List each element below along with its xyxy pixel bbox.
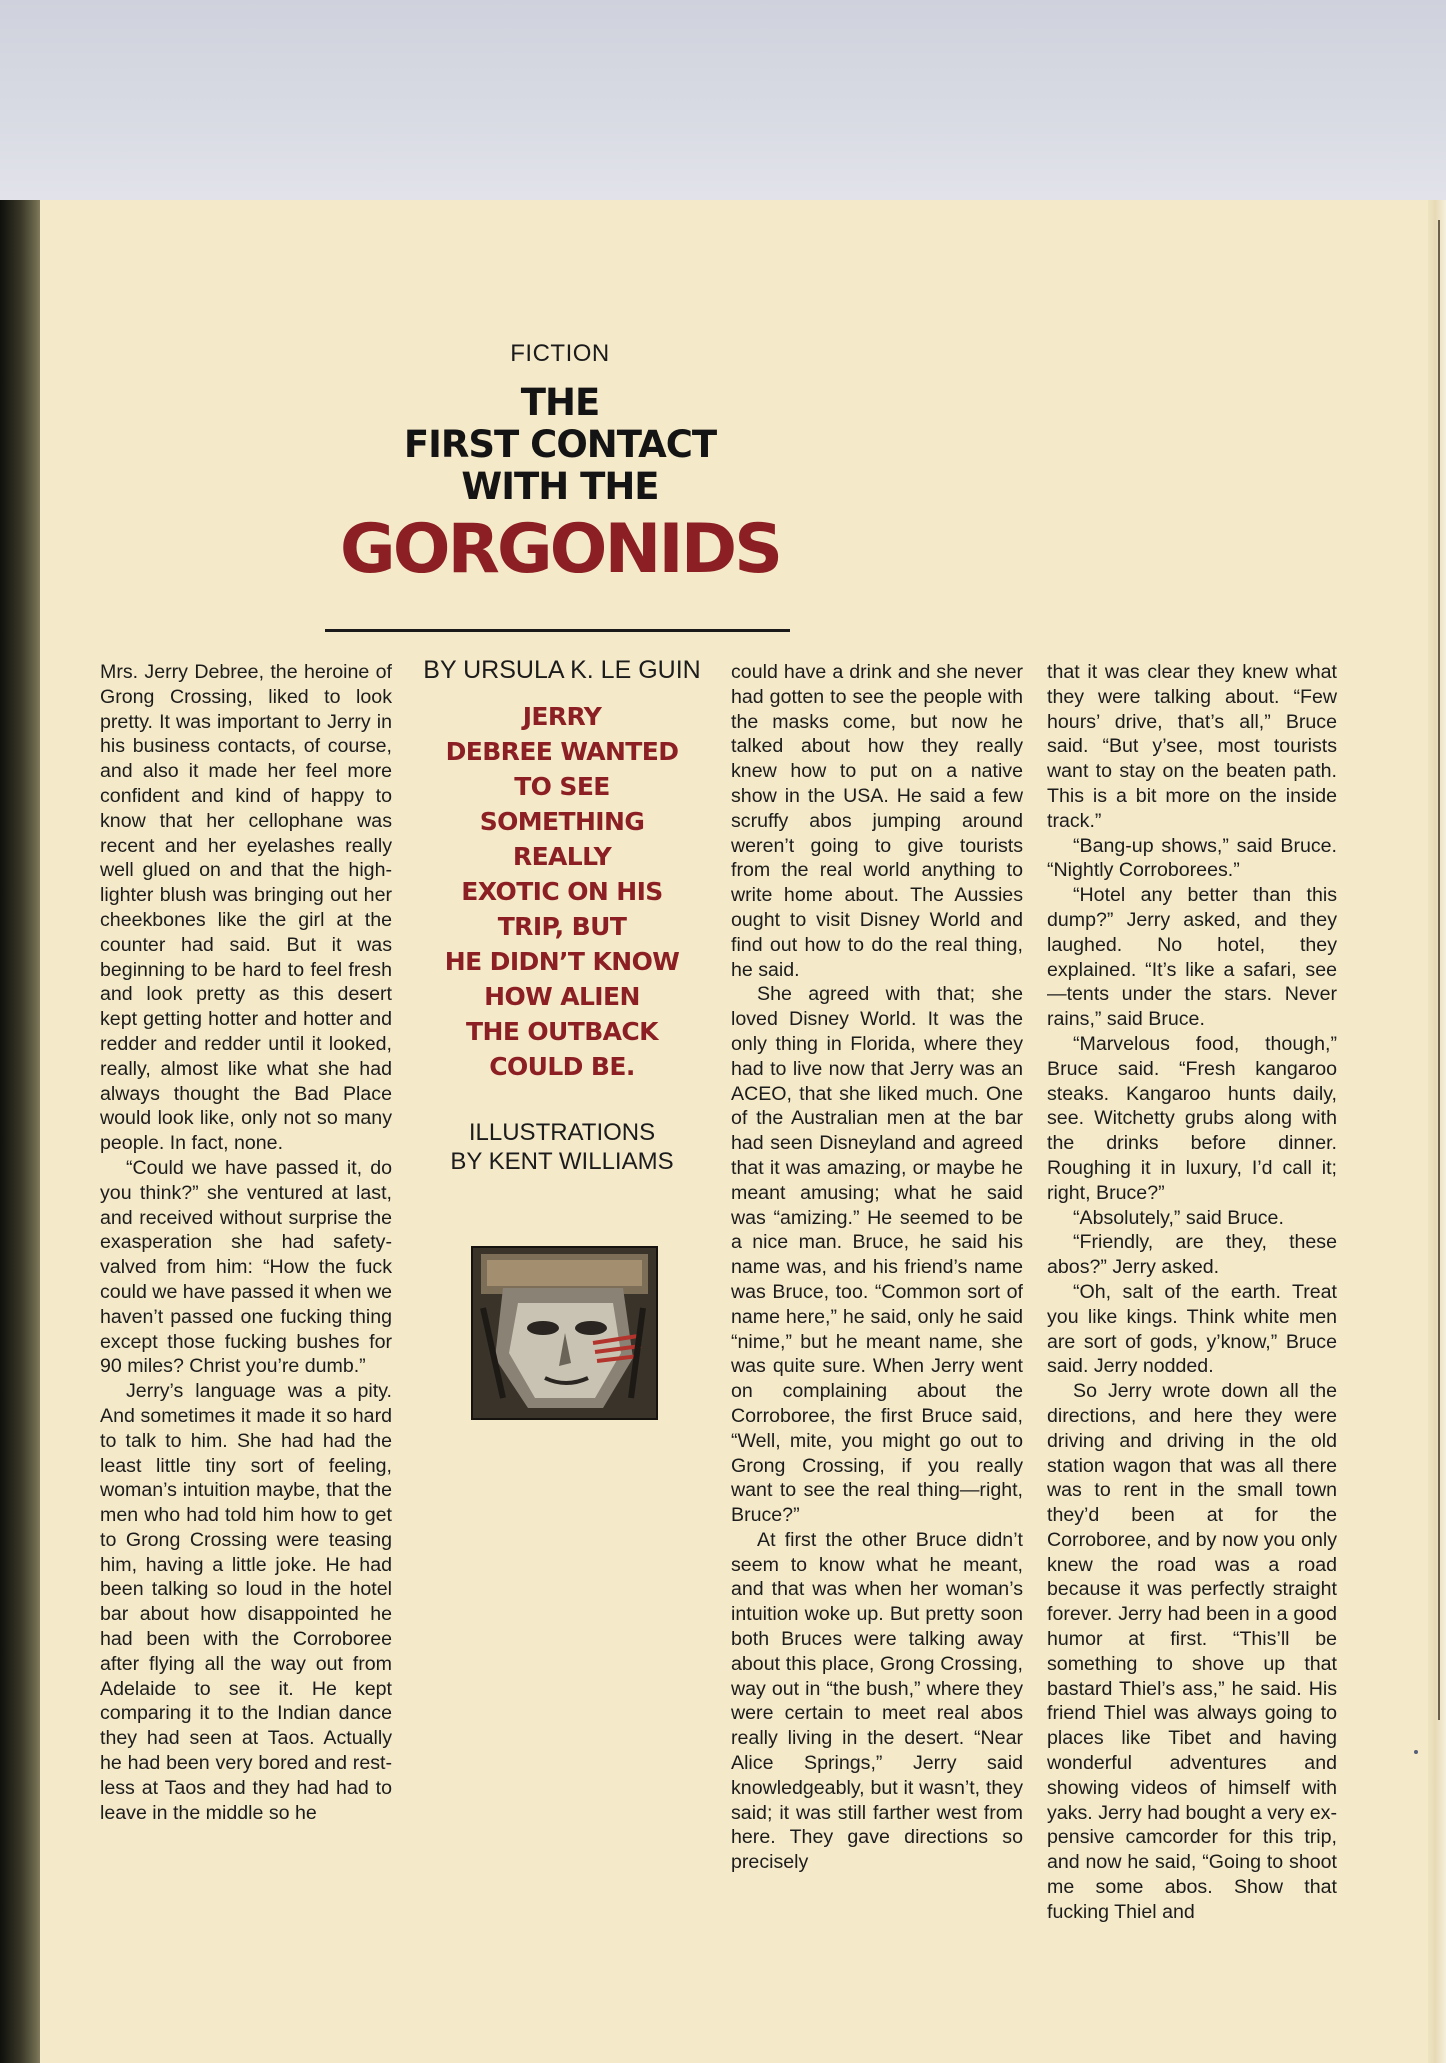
byline: BY URSULA K. LE GUIN [423,656,701,684]
paragraph: Mrs. Jerry Debree, the heroine of Grong Crossing, liked to look pretty. It was important to Jerry in his business contacts, of course, and also it made her feel more confident and kind of happy to know that her cellophane was recent and her eyelashes really well glued on and that the highlighter blush was bringing out her cheekbones like the girl at the counter had said. But it was beginning to be hard to feel fresh and look pretty as this desert kept getting hotter and hotter and redder and redder until it looked, really, almost like what she had always thought the Bad Place would look like, only not so many people. In fact, none. [100,661,392,1155]
page-edge [1428,200,1446,2063]
text-column-3 [731,660,1023,1875]
deck-line: JERRY [522,702,602,731]
illustration-credit [408,1118,716,1176]
deck-line: THE OUTBACK [466,1017,658,1046]
paragraph: “Friendly, are they, these abos?” Jerry asked. [1047,1231,1337,1279]
scan-background [0,0,1446,200]
title-line-2: FIRST CONTACT [403,423,717,466]
deck-line: COULD BE. [489,1052,635,1081]
paragraph: She agreed with that; she loved Disney World. It was the only thing in Florida, where they had to live now that Jerry was an ACEO, that she liked much. One of the Australian men at the bar had seen Disneyland and agreed that it was amazing, or maybe he meant amusing; what he said was “amizing.” He seemed to be a nice man. Bruce, he said his name was, and his friend’s name was Bruce, too. “Common sort of name here,” he said, only he said “nime,” but he meant name, she was quite sure. When Jerry went on complaining about the Corroboree, the first Bruce said, “Well, mite, you might go out to Grong Crossing, if you really want to see the real thing—right, Bruce?” [731,983,1023,1527]
paragraph: “Bang-up shows,” said Bruce. “Nightly Corroborees.” [1047,834,1337,882]
mask-face-illustration [471,1246,658,1420]
text-column-1 [100,660,392,1825]
byline-column [408,655,716,1176]
paragraph: At first the other Bruce didn’t seem to know what he meant, and that was when her woman’s intuition woke up. But pretty soon both Bruces were talking away about this place, Grong Crossing, way out in “the bush,” where they were certain to meet real abos really living in the desert. “Near Alice Springs,” Jerry said knowledgeably, but it wasn’t, they said; it was still farther west from here. They gave directions so precisely [731,1528,1023,1874]
scan-speck [1414,1750,1418,1754]
paragraph: “Hotel any better than this dump?” Jerry asked, and they laughed. No hotel, they explained. “It’s like a safari, see—tents under the stars. Never rains,” said Bruce. [1047,884,1337,1031]
illustration-credit-line: ILLUSTRATIONS [468,1119,656,1146]
title-line-1: THE [520,381,600,424]
page-edge-line [1438,220,1440,1720]
text-column-4 [1047,660,1337,1925]
deck [408,699,716,1084]
deck-line: TO SEE [514,772,610,801]
title-line-3: WITH THE [461,465,659,508]
paragraph: “Absolutely,” said Bruce. [1073,1206,1284,1229]
deck-line: SOMETHING [479,807,645,836]
deck-line: DEBREE WANTED [445,737,679,766]
title-rule [325,629,790,632]
paragraph: Jerry’s language was a pity. And sometimes it made it so hard to talk to him. She had had the least little tiny sort of feeling, woman’s intuition maybe, that the men who had told him how to get to Grong Crossing were teasing him, having a little joke. He had been talking so loud in the hotel bar about how disappointed he had been with the Corroboree after flying all the way out from Adelaide to see it. He kept comparing it to the Indian dance they had seen at Taos. Actually he had been very bored and restless at Taos and they had had to leave in the middle so he [100,1380,392,1824]
paragraph: So Jerry wrote down all the directions, and here they were driving and driving in the old station wagon that was all there was to rent in the small town they’d been at for the Corroboree, and by now you only knew the road was a road because it was perfectly straight forever. Jerry had been in a good humor at first. “This’ll be something to shove up that bastard Thiel’s ass,” he said. His friend Thiel was always going to places like Tibet and having wonderful adventures and showing videos of himself with yaks. Jerry had bought a very expensive camcorder for this trip, and now he said, “Going to shoot me some abos. Show that fucking Thiel and [1047,1380,1337,1923]
illustration-credit-line: BY KENT WILLIAMS [450,1148,674,1175]
deck-line: TRIP, BUT [497,912,627,941]
paragraph: “Oh, salt of the earth. Treat you like kings. Think white men are sort of gods, y’know,” Bruce said. Jerry nodded. [1047,1280,1337,1378]
deck-line: EXOTIC ON HIS [461,877,663,906]
paragraph: that it was clear they knew what they were talking about. “Few hours’ drive, that’s all,” Bruce said. “But y’see, most tourists want to stay on the beaten path. This is a bit more on the inside track.” [1047,661,1337,832]
article-header [300,340,820,588]
paragraph: could have a drink and she never had gotten to see the people with the masks come, but now he talked about how they really knew how to put on a native show in the USA. He said a few scruffy abos jumping around weren’t going to give tourists from the real world anything to write home about. The Aussies ought to visit Disney World and find out how to do the real thing, he said. [731,661,1023,981]
section-label: FICTION [510,340,610,367]
deck-line: HOW ALIEN [484,982,640,1011]
deck-line: REALLY [512,842,612,871]
title-main: GORGONIDS [339,510,781,589]
paragraph: “Could we have passed it, do you think?” she ventured at last, and received without surprise the exasperation she had safety-valved from him: “How the fuck could we have passed it when we haven’t passed one fucking thing except those fucking bushes for 90 miles? Christ you’re dumb.” [100,1156,392,1378]
paragraph: “Marvelous food, though,” Bruce said. “Fresh kangaroo steaks. Kangaroo hunts daily, see. Witchetty grubs along with the drinks before dinner. Roughing it in luxury, I’d call it; right, Bruce?” [1047,1032,1337,1204]
deck-line: HE DIDN’T KNOW [444,947,680,976]
